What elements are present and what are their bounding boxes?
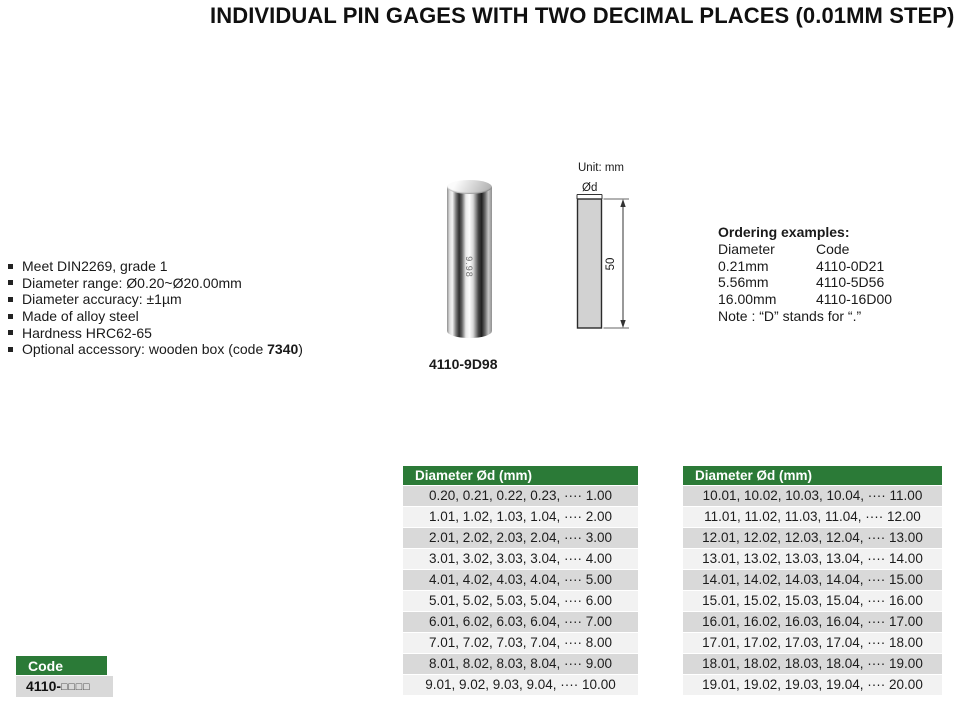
square-bullet-icon xyxy=(8,280,13,285)
table-row: 13.01, 13.02, 13.03, 13.04, ···· 14.00 xyxy=(683,549,942,570)
code-box-header: Code xyxy=(16,656,107,676)
square-bullet-icon xyxy=(8,297,13,302)
pin-top-face xyxy=(447,180,492,194)
code-box xyxy=(16,656,113,697)
ordering-col-diameter: Diameter xyxy=(718,240,775,257)
square-bullet-icon xyxy=(8,314,13,319)
feature-text: Hardness HRC62-65 xyxy=(22,324,152,341)
feature-item xyxy=(8,308,303,325)
table-row: 2.01, 2.02, 2.03, 2.04, ···· 3.00 xyxy=(403,528,638,549)
feature-item xyxy=(8,324,303,341)
ordering-column-headers xyxy=(718,241,892,258)
table-row: 10.01, 10.02, 10.03, 10.04, ···· 11.00 xyxy=(683,486,942,507)
ordering-row xyxy=(718,258,892,275)
feature-item xyxy=(8,291,303,308)
table-row: 12.01, 12.02, 12.03, 12.04, ···· 13.00 xyxy=(683,528,942,549)
ordering-row xyxy=(718,291,892,308)
table-row: 18.01, 18.02, 18.03, 18.04, ···· 19.00 xyxy=(683,654,942,675)
feature-item xyxy=(8,275,303,292)
table-row: 19.01, 19.02, 19.03, 19.04, ···· 20.00 xyxy=(683,675,942,696)
ordering-note: Note : “D” stands for “.” xyxy=(718,307,862,324)
table-row: 7.01, 7.02, 7.03, 7.04, ···· 8.00 xyxy=(403,633,638,654)
dimension-drawing xyxy=(563,158,645,340)
product-model-caption: 4110-9D98 xyxy=(429,356,498,372)
table-row: 17.01, 17.02, 17.03, 17.04, ···· 18.00 xyxy=(683,633,942,654)
table-row: 16.01, 16.02, 16.03, 16.04, ···· 17.00 xyxy=(683,612,942,633)
arrow-down-icon xyxy=(620,320,625,328)
gage-outline xyxy=(578,199,602,328)
ordering-examples xyxy=(718,224,892,325)
feature-text: Diameter range: Ø0.20~Ø20.00mm xyxy=(22,274,242,291)
pin-gage-photo xyxy=(447,180,492,338)
ordering-code: 4110-16D00 xyxy=(816,291,893,308)
diameter-dim-label: Ød xyxy=(582,182,598,194)
table-body xyxy=(403,486,638,696)
ordering-diameter: 0.21mm xyxy=(718,257,769,274)
diameter-table-2 xyxy=(683,466,942,696)
arrow-up-icon xyxy=(620,199,625,207)
table-row: 1.01, 1.02, 1.03, 1.04, ···· 2.00 xyxy=(403,507,638,528)
ordering-code: 4110-0D21 xyxy=(816,257,885,274)
code-prefix: 4110- xyxy=(26,678,62,694)
ordering-row xyxy=(718,274,892,291)
feature-item xyxy=(8,258,303,275)
ordering-diameter: 16.00mm xyxy=(718,291,777,308)
feature-text-suffix: ) xyxy=(298,341,303,358)
accessory-code: 7340 xyxy=(267,341,299,358)
table-row: 9.01, 9.02, 9.03, 9.04, ···· 10.00 xyxy=(403,675,638,696)
table-row: 5.01, 5.02, 5.03, 5.04, ···· 6.00 xyxy=(403,591,638,612)
table-row: 3.01, 3.02, 3.03, 3.04, ···· 4.00 xyxy=(403,549,638,570)
unit-label: Unit: mm xyxy=(578,162,624,174)
square-bullet-icon xyxy=(8,264,13,269)
feature-text xyxy=(22,341,303,357)
table-row: 4.01, 4.02, 4.03, 4.04, ···· 5.00 xyxy=(403,570,638,591)
table-header: Diameter Ød (mm) xyxy=(683,466,942,486)
feature-text: Meet DIN2269, grade 1 xyxy=(22,258,168,275)
square-bullet-icon xyxy=(8,347,13,352)
code-box-value xyxy=(16,676,113,697)
feature-text: Diameter accuracy: ±1µm xyxy=(22,291,182,308)
ordering-code: 4110-5D56 xyxy=(816,274,885,291)
table-row: 14.01, 14.02, 14.03, 14.04, ···· 15.00 xyxy=(683,570,942,591)
table-header: Diameter Ød (mm) xyxy=(403,466,638,486)
table-row: 6.01, 6.02, 6.03, 6.04, ···· 7.00 xyxy=(403,612,638,633)
table-body xyxy=(683,486,942,696)
code-placeholder-boxes: □□□□ xyxy=(61,681,91,693)
pin-engraving-text: 9.98 xyxy=(463,256,474,278)
length-dim-label: 50 xyxy=(605,257,617,271)
feature-item xyxy=(8,341,303,358)
ordering-heading: Ordering examples: xyxy=(718,224,850,240)
square-bullet-icon xyxy=(8,330,13,335)
page-title: INDIVIDUAL PIN GAGES WITH TWO DECIMAL PLACES (0.01MM STEP) xyxy=(210,3,955,28)
feature-text: Made of alloy steel xyxy=(22,308,139,325)
diameter-table-1 xyxy=(403,466,638,696)
ordering-col-code: Code xyxy=(816,240,850,257)
table-row: 8.01, 8.02, 8.03, 8.04, ···· 9.00 xyxy=(403,654,638,675)
feature-text-prefix: Optional accessory: wooden box (code xyxy=(22,341,268,358)
table-row: 11.01, 11.02, 11.03, 11.04, ···· 12.00 xyxy=(683,507,942,528)
ordering-diameter: 5.56mm xyxy=(718,274,769,291)
table-row: 15.01, 15.02, 15.03, 15.04, ···· 16.00 xyxy=(683,591,942,612)
table-row: 0.20, 0.21, 0.22, 0.23, ···· 1.00 xyxy=(403,486,638,507)
feature-list xyxy=(8,258,303,358)
